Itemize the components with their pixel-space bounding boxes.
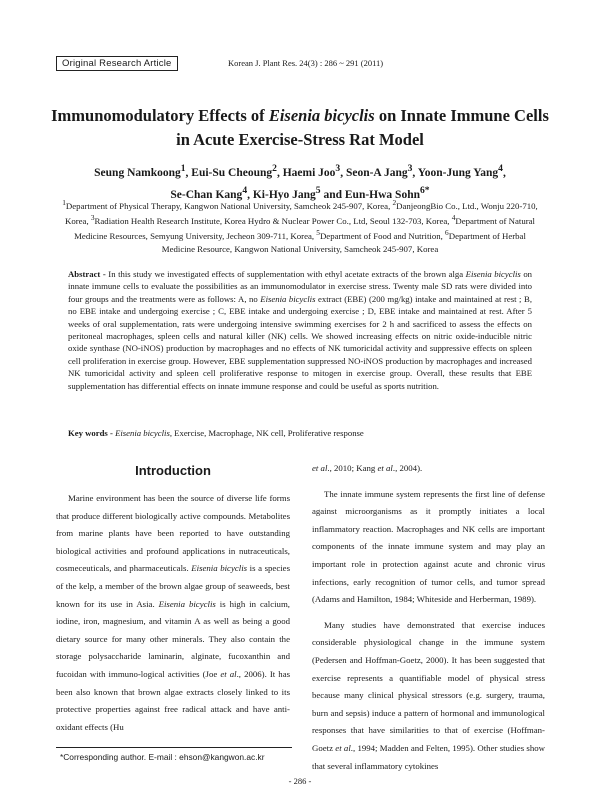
author-affil-mark: 4: [498, 163, 503, 174]
title-species: Eisenia bicyclis: [268, 106, 375, 125]
article-type-badge: Original Research Article: [56, 56, 178, 71]
corr-email: E-mail : ehson@kangwon.ac.kr: [146, 752, 265, 762]
body-species: Eisenia bicyclis: [158, 598, 216, 609]
affiliation-text: Department of Physical Therapy, Kangwon National University, Samcheok 245-907, Korea,: [65, 200, 393, 211]
affiliation-text: Radiation Health Research Institute, Korea Hydro & Nuclear Power Co., Ltd, Seoul 132-703, Korea,: [94, 216, 452, 227]
page-number: - 286 -: [288, 776, 312, 786]
paragraph: The innate immune system represents the first line of defense against microorganisms as it promptly initiates a local inflammatory reaction. Macrophages and NK cells are important components of the innate immune system and may play an important role in protection against acute and chronic virus infections, early recognition of tumor cells, and tumor spread (Adams and Hamilton, 1984; Whiteside and Herberman, 1989).: [312, 488, 545, 605]
author-name: Eun-Hwa Sohn: [344, 188, 420, 201]
keywords-text: , Exercise, Macrophage, NK cell, Proliferative response: [169, 428, 364, 438]
author-name: Eui-Su Cheoung: [191, 166, 273, 179]
paragraph: [312, 617, 545, 775]
abstract-text: extract (EBE) (200 mg/kg) intake and maintained at rest ; B, no EBE intake and undergoing exercise ; C, EBE intake and undergoing exercise ; D, EBE intake and maintained at rest. After 5 weeks of oral supplementation, rats were undergoing intensive swimming exercises for 2 h and sacrificed to assess the effects on peritoneal macrophages, spleen cells and natural killer (NK) cells. We showed increasing effects on nitric oxide-inducible nitric oxide synthase (NO-iNOS) production by macrophages and no effects of NK tumoricidal activity and suppressive effects on spleen cell proliferation in exercise group. However, EBE supplementation suppressed NO-iNOS production by macrophages and increased NK tumoricidal activity and spleen cell proliferative response to mitogen in exercise group. Overall, these results that EBE supplementation has differential effects on innate immune response and could be useful as sports nutrition.: [68, 293, 532, 391]
body-text: ., 2006). It has been also known that brown algae extracts closely linked to its protective properties against free radical attack and have anti-oxidant effects (Hu: [56, 668, 291, 732]
abstract: [68, 268, 532, 392]
author-name: Ki-Hyo Jang: [252, 188, 316, 201]
keywords-label: Key words -: [68, 428, 116, 438]
affiliation-text: Department of Food and Nutrition,: [319, 231, 446, 242]
author-name: Seon-A Jang: [345, 166, 408, 179]
author-affil-mark: 5: [315, 184, 321, 196]
affiliation-mark: 5: [316, 228, 320, 238]
affiliation-mark: 6: [445, 228, 449, 238]
title-text: on Innate Immune Cells: [374, 106, 549, 125]
paragraph: [312, 460, 545, 478]
body-species: Eisenia bicyclis: [191, 563, 248, 574]
abstract-species: Eisenia bicyclis: [465, 269, 521, 279]
affiliation-mark: 1: [62, 198, 66, 207]
intro-right-column: [312, 460, 545, 775]
body-etal: et al: [335, 742, 351, 753]
author-affil-mark: 4: [242, 184, 248, 196]
body-text: ., 1994; Madden and Felten, 1995). Other studies show that several inflammatory cytokines: [312, 742, 545, 771]
author-affil-mark: 6*: [420, 184, 430, 196]
keywords: [68, 428, 532, 438]
abstract-label: Abstract -: [68, 269, 109, 279]
intro-left-column: [56, 490, 290, 736]
affiliation-mark: 2: [392, 198, 397, 207]
author-name: Haemi Joo: [282, 166, 336, 179]
corr-label: *Corresponding author.: [60, 752, 147, 762]
body-text: is a species of the kelp, a member of the brown algae group of seaweeds, best known for its use in Asia.: [56, 563, 291, 609]
body-text: is high in calcium, iodine, iron, magnesium, and vitamin A as well as being a good dietary source for many other minerals. They also contain the storage polysaccharide laminarin, alginate, fucoxanthin and fucoidan with immuno-logical activities (Joe: [56, 598, 290, 679]
title-text: in Acute Exercise-Stress Rat Model: [176, 130, 424, 149]
paragraph: [56, 490, 290, 736]
affiliation-text: Department of Natural Medicine Resources, Semyung University, Jecheon 309-711, Korea,: [74, 216, 536, 242]
author-line: Se-Chan Kang$^4$, Ki-Hyo Jang$^5$ and Eun-Hwa Sohn$^{6*}$: [170, 184, 430, 201]
body-text: ., 2004).: [392, 463, 423, 473]
abstract-text: In this study we investigated effects of supplementation with ethyl acetate extracts of the brown alga: [108, 269, 466, 279]
keyword-species: Eisenia bicyclis: [115, 428, 170, 438]
affiliation-mark: 3: [90, 213, 95, 223]
body-text: ., 2010; Kang: [327, 463, 378, 473]
author-name: Seung Namkoong: [94, 166, 181, 179]
body-etal: et al: [312, 463, 328, 473]
author-name: Se-Chan Kang: [170, 188, 243, 201]
body-text: Marine environment has been the source of diverse life forms that produce different biologically active compounds. Metabolites from marine plants have been reported to have outstanding biological activities and profound applications in nutraceuticals, cosmeceuticals, and pharmaceuticals.: [56, 493, 290, 574]
affiliation-mark: 4: [451, 213, 456, 223]
journal-citation: Korean J. Plant Res. 24(3) : 286 ~ 291 (2011): [228, 58, 384, 68]
abstract-text: on innate immune cells to evaluate the possibilities as an immunomodulator in exercise stress. Twenty male SD rats were divided into four groups and the treatments were as follows: A, no: [68, 269, 533, 304]
abstract-species: Eisenia bicyclis: [260, 293, 316, 304]
paper-title: [40, 104, 560, 152]
author-affil-mark: 3: [407, 163, 413, 174]
affiliation-text: DanjeongBio Co., Ltd., Wonju 220-710, Korea,: [64, 200, 538, 227]
affiliation-text: Department of Herbal Medicine Resource, Kangwon National University, Samcheok 245-907, Korea: [161, 231, 526, 254]
section-heading-introduction: Introduction: [135, 463, 211, 478]
corresponding-author-note: [60, 752, 265, 762]
title-text: Immunomodulatory Effects of: [51, 106, 269, 125]
body-etal: et al: [377, 463, 393, 473]
body-etal: et al: [220, 668, 237, 679]
author-affil-mark: 1: [180, 163, 186, 174]
author-line: Seung Namkoong$^1$, Eui-Su Cheoung$^2$, Haemi Joo$^3$, Seon-A Jang$^3$, Yoon-Jung Yang$^4$,: [94, 163, 506, 179]
body-text: Many studies have demonstrated that exercise induces considerable physiological change in the immune system (Pedersen and Hoffman-Goetz, 2000). It has been suggested that exercise represents a quantifiable model of physical stress because many clinical physical stressors (e.g. surgery, trauma, burn and sepsis) induce a pattern of hormonal and immunological responses that have similarities to that of exercise (Hoffman-Goetz: [312, 619, 545, 753]
affiliations: [60, 197, 540, 255]
author-affil-mark: 2: [272, 163, 277, 174]
author-name: Yoon-Jung Yang: [417, 166, 499, 179]
footnote-rule: [56, 747, 292, 748]
author-affil-mark: 3: [335, 163, 341, 174]
